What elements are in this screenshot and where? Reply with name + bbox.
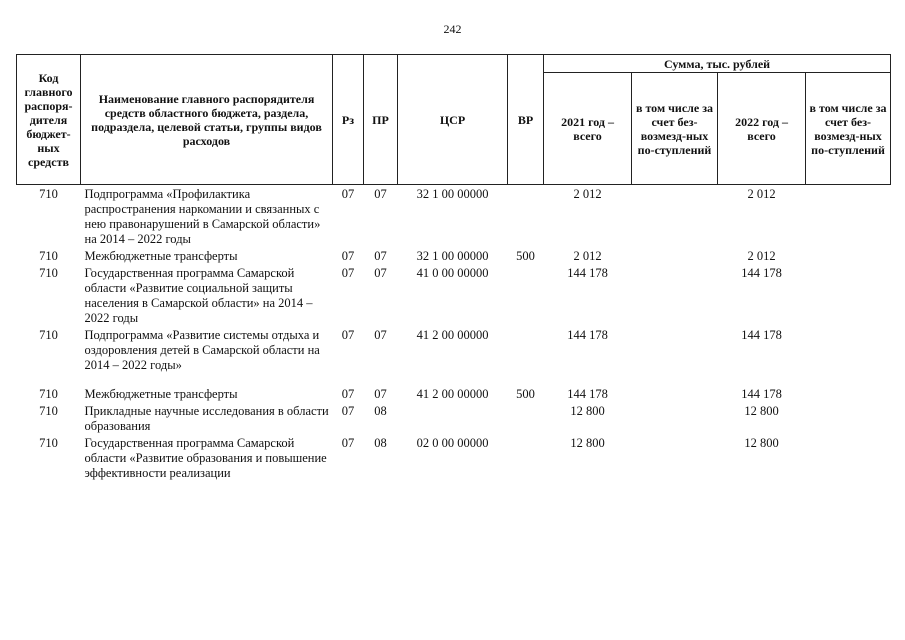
- cell-pr: 08: [374, 436, 387, 450]
- cell-2022-free: [806, 373, 891, 402]
- table-row: [17, 326, 891, 373]
- cell-2021-total: 144 178: [567, 266, 608, 280]
- header-rz: Рз: [333, 55, 364, 185]
- cell-2022-free: [806, 326, 891, 373]
- cell-name: Межбюджетные трансферты: [84, 249, 238, 263]
- cell-2021-free: [632, 373, 718, 402]
- cell-2022-total: 12 800: [744, 404, 779, 418]
- header-vr: ВР: [508, 55, 544, 185]
- cell-2021-total: 2 012: [573, 249, 602, 263]
- cell-2022-free: [806, 434, 891, 481]
- cell-vr: [508, 402, 544, 434]
- cell-pr: 07: [374, 249, 387, 263]
- cell-vr: 500: [516, 249, 535, 263]
- table-row: [17, 247, 891, 264]
- table-row: [17, 264, 891, 326]
- table-row: [17, 402, 891, 434]
- table-header: [17, 55, 891, 185]
- table-row: [17, 185, 891, 248]
- cell-name: Прикладные научные исследования в области образования: [84, 404, 329, 433]
- cell-code: 710: [39, 266, 58, 280]
- cell-rz: 07: [341, 187, 355, 201]
- cell-csr: 02 0 00 00000: [416, 436, 489, 450]
- budget-table: [16, 54, 891, 481]
- cell-2021-free: [632, 326, 718, 373]
- header-pr: ПР: [364, 55, 398, 185]
- cell-2021-total: 144 178: [567, 328, 608, 342]
- header-2022-free: в том числе за счет без-возмезд-ных по-ступлений: [806, 73, 891, 185]
- cell-pr: 07: [374, 387, 387, 401]
- cell-2021-free: [632, 402, 718, 434]
- cell-2022-total: 12 800: [744, 436, 779, 450]
- cell-pr: 07: [374, 266, 387, 280]
- cell-2021-free: [632, 185, 718, 248]
- cell-code: 710: [39, 436, 58, 450]
- cell-2022-free: [806, 402, 891, 434]
- cell-rz: 07: [341, 387, 355, 401]
- cell-rz: 07: [341, 404, 355, 418]
- cell-name: Государственная программа Самарской области «Развитие образования и повышение эффективности реализации: [84, 436, 327, 480]
- header-sum: Сумма, тыс. рублей: [544, 55, 891, 73]
- cell-rz: 07: [341, 266, 355, 280]
- cell-2022-free: [806, 247, 891, 264]
- cell-2022-total: 144 178: [741, 328, 782, 342]
- cell-name: Государственная программа Самарской области «Развитие социальной защиты населения в Самарской области» на 2014 – 2022 годы: [84, 266, 313, 325]
- cell-2021-free: [632, 264, 718, 326]
- cell-csr: [398, 402, 508, 434]
- cell-rz: 07: [341, 436, 355, 450]
- table-row: [17, 434, 891, 481]
- table-row: [17, 373, 891, 402]
- cell-pr: 08: [374, 404, 387, 418]
- cell-vr: 500: [516, 387, 535, 401]
- cell-code: 710: [39, 328, 58, 342]
- cell-2021-total: 144 178: [567, 387, 608, 401]
- cell-csr: 41 2 00 00000: [416, 387, 489, 401]
- cell-rz: 07: [341, 328, 355, 342]
- page-number: 242: [443, 22, 462, 36]
- cell-2021-free: [632, 247, 718, 264]
- cell-pr: 07: [374, 328, 387, 342]
- cell-name: Межбюджетные трансферты: [84, 387, 238, 401]
- cell-2022-total: 2 012: [747, 187, 776, 201]
- cell-code: 710: [39, 404, 58, 418]
- cell-pr: 07: [374, 187, 387, 201]
- cell-2022-free: [806, 185, 891, 248]
- cell-2022-total: 144 178: [741, 266, 782, 280]
- cell-name: Подпрограмма «Развитие системы отдыха и оздоровления детей в Самарской области на 2014 – 2022 годы»: [84, 328, 320, 372]
- header-name: Наименование главного распорядителя средств областного бюджета, раздела, подраздела, целевой статьи, группы видов расходов: [81, 55, 333, 185]
- cell-2022-free: [806, 264, 891, 326]
- cell-code: 710: [39, 387, 58, 401]
- cell-vr: [508, 264, 544, 326]
- header-code: Код главного распоря-дителя бюджет-ных средств: [17, 55, 81, 185]
- header-2021-total: 2021 год – всего: [544, 73, 632, 185]
- header-2021-free: в том числе за счет без-возмезд-ных по-ступлений: [632, 73, 718, 185]
- cell-2021-total: 12 800: [570, 436, 605, 450]
- cell-code: 710: [39, 249, 58, 263]
- table-body: [17, 185, 891, 482]
- cell-2021-total: 2 012: [573, 187, 602, 201]
- header-2022-total: 2022 год – всего: [718, 73, 806, 185]
- cell-2022-total: 2 012: [747, 249, 776, 263]
- cell-2021-free: [632, 434, 718, 481]
- cell-csr: 41 2 00 00000: [416, 328, 489, 342]
- cell-csr: 32 1 00 00000: [416, 187, 489, 201]
- cell-vr: [508, 185, 544, 248]
- cell-code: 710: [39, 187, 58, 201]
- cell-vr: [508, 326, 544, 373]
- cell-name: Подпрограмма «Профилактика распространения наркомании и связанных с нею правонарушений в Самарской области» на 2014 – 2022 годы: [84, 187, 321, 246]
- cell-csr: 32 1 00 00000: [416, 249, 489, 263]
- cell-csr: 41 0 00 00000: [416, 266, 489, 280]
- header-csr: ЦСР: [398, 55, 508, 185]
- cell-vr: [508, 434, 544, 481]
- cell-2022-total: 144 178: [741, 387, 782, 401]
- cell-rz: 07: [341, 249, 355, 263]
- cell-2021-total: 12 800: [570, 404, 605, 418]
